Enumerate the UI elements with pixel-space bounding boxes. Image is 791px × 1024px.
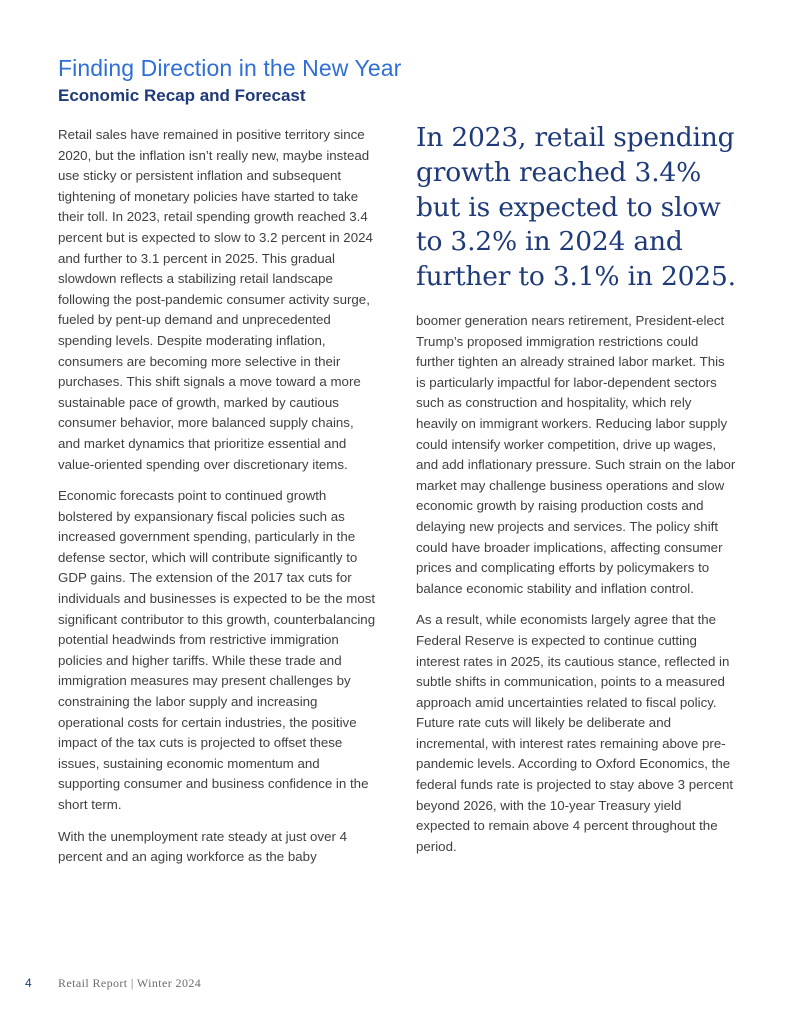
body-paragraph: Retail sales have remained in positive territory since 2020, but the inflation isn’t really new, maybe instead use sticky or persistent inflation and subsequent tightening of monetary policies have started to take their toll. In 2023, retail spending growth reached 3.4 percent but is expected to slow to 3.2 percent in 2024 and further to 3.1 percent in 2025. This gradual slowdown reflects a stabilizing retail landscape following the post-pandemic consumer activity surge, fueled by pent-up demand and unprecedented spending levels. Despite moderating inflation, consumers are becoming more selective in their purchases. This shift signals a move toward a more sustainable pace of growth, marked by cautious consumer behavior, more balanced supply chains, and market dynamics that prioritize essential and value-oriented spending over discretionary items. xyxy=(58,127,373,472)
footer-publication: Retail Report | Winter 2024 xyxy=(58,976,202,990)
body-paragraph: As a result, while economists largely agree that the Federal Reserve is expected to continue cutting interest rates in 2025, its cautious stance, reflected in subtle shifts in communication, points to a measured approach amid uncertainties related to fiscal policy. Future rate cuts will likely be deliberate and incremental, with interest rates remaining above pre-pandemic levels. According to Oxford Economics, the federal funds rate is projected to stay above 3 percent beyond 2026, with the 10-year Treasury yield expected to remain above 4 percent throughout the period. xyxy=(416,612,734,854)
pull-quote: In 2023, retail spending growth reached 3.4% but is expected to slow to 3.2% in 2024 and further to 3.1% in 2025. xyxy=(416,122,736,293)
page-number: 4 xyxy=(25,976,32,990)
left-column xyxy=(58,125,378,879)
body-paragraph: With the unemployment rate steady at just over 4 percent and an aging workforce as the baby xyxy=(58,828,347,865)
right-column xyxy=(416,311,736,868)
page-footer xyxy=(25,976,201,991)
page-subtitle: Economic Recap and Forecast xyxy=(58,86,306,105)
body-paragraph: Economic forecasts point to continued growth bolstered by expansionary fiscal policies such as increased government spending, particularly in the defense sector, which will contribute significantly to GDP gains. The extension of the 2017 tax cuts for individuals and businesses is expected to be the most significant contributor to this growth, counterbalancing potential headwinds from restrictive immigration policies and higher tariffs. While these trade and immigration measures may present challenges by constraining the labor supply and increasing operational costs for certain industries, the positive impact of the tax cuts is projected to offset these issues, sustaining economic momentum and supporting consumer and business confidence in the short term. xyxy=(58,488,376,812)
body-paragraph: boomer generation nears retirement, President-elect Trump’s proposed immigration restrictions could further tighten an already strained labor market. This is particularly impactful for labor-dependent sectors such as construction and hospitality, which rely heavily on immigrant workers. Reducing labor supply could intensify worker competition, drive up wages, and add inflationary pressure. Such strain on the labor market may challenge business operations and slow economic growth by raising production costs and delaying new projects and services. The policy shift could have broader implications, affecting consumer prices and complicating efforts by policymakers to balance economic stability and inflation control. xyxy=(416,313,736,596)
page-title: Finding Direction in the New Year xyxy=(58,55,402,81)
